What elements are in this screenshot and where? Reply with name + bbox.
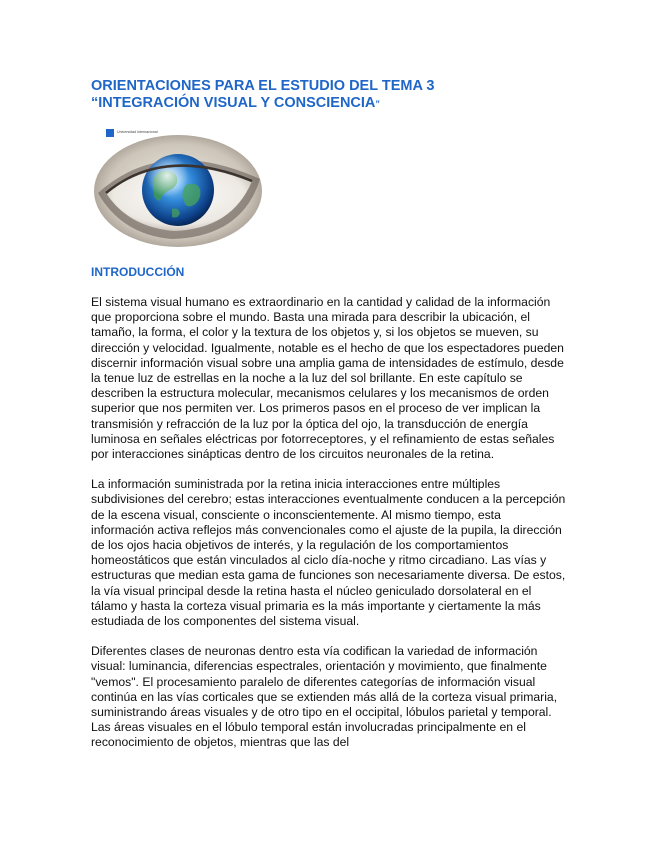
university-logo-text: Universidad Internacional [117, 130, 158, 134]
eye-globe-image [92, 127, 264, 249]
title-line-2: “INTEGRACIÓN VISUAL Y CONSCIENCIA [91, 95, 376, 111]
paragraph-1: El sistema visual humano es extraordinario en la cantidad y calidad de la información que proporciona sobre el mundo. Basta una mirada para describir la ubicación, el tamaño, la forma, el color y la textura de los objetos y, si los objetos se mueven, su dirección y velocidad. Igualmente, notable es el hecho de que los espectadores pueden discernir información visual sobre una amplia gama de intensidades de estímulo, desde la tenue luz de estrellas en la noche a la luz del sol brillante. En este capítulo se describen la estructura molecular, mecanismos celulares y los mecanismos de orden superior que nos permiten ver. Los primeros pasos en el proceso de ver implican la transmisión y refracción de la luz por la óptica del ojo, la transducción de energía luminosa en señales eléctricas por fotorreceptores, y el refinamiento de estas señales por interacciones sinápticas dentro de los circuitos neuronales de la retina. [91, 295, 564, 462]
body-text [91, 295, 567, 766]
section-heading-introduccion: INTRODUCCIÓN [91, 265, 185, 279]
title-line-1: ORIENTACIONES PARA EL ESTUDIO DEL TEMA 3 [91, 78, 435, 94]
paragraph-3: Diferentes clases de neuronas dentro esta vía codifican la variedad de información visual: luminancia, diferencias espectrales, orientación y movimiento, que finalmente "vemos". El procesamiento paralelo de diferentes categorías de información visual continúa en las vías corticales que se extienden más allá de la corteza visual primaria, suministrando áreas visuales y de otro tipo en el occipital, lóbulos parietal y temporal. Las áreas visuales en el lóbulo temporal están involucradas principalmente en el reconocimiento de objetos, mientras que las del [91, 644, 558, 750]
paragraph-2: La información suministrada por la retina inicia interacciones entre múltiples subdivisiones del cerebro; estas interacciones eventualmente conducen a la percepción de la escena visual, consciente o inconscientemente. Al mismo tiempo, esta información activa reflejos más convencionales como el ajuste de la pupila, la dirección de los ojos hacia objetivos de interés, y la regulación de los comportamientos homeostáticos que están vinculados al ciclo día-noche y ritmo circadiano. Las vías y estructuras que median esta gama de funciones son necesariamente diversa. De estos, la vía visual principal desde la retina hasta el núcleo geniculado dorsolateral en el tálamo y hasta la corteza visual primaria es la más importante y ciertamente la más estudiada de los componentes del sistema visual. [91, 477, 566, 629]
eye-globe-illustration [92, 127, 264, 249]
document-title [91, 78, 591, 113]
university-logo-icon [106, 129, 114, 137]
title-closing-quote: ” [375, 99, 380, 109]
